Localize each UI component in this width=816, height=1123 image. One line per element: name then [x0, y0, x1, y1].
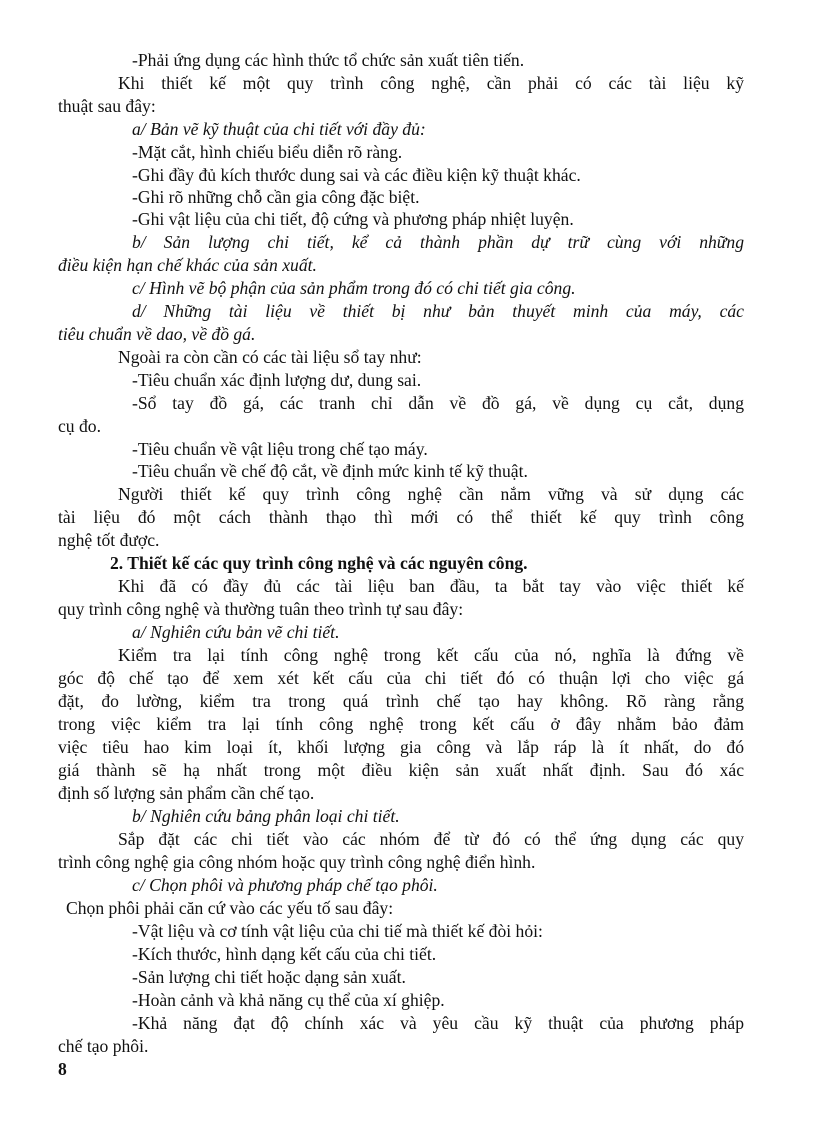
text-line: giá thành sẽ hạ nhất trong một điều kiện sản xuất nhất định. Sau đó xác — [58, 760, 744, 780]
text-line: -Kích thước, hình dạng kết cấu của chi tiết. — [132, 944, 437, 964]
text-line: -Ghi rõ những chỗ cần gia công đặc biệt. — [132, 187, 420, 207]
text-line: tài liệu đó một cách thành thạo thì mới có thể thiết kế quy trình công — [58, 507, 744, 527]
text-line: trong việc kiểm tra lại tính công nghệ trong kết cấu ở đây nhằm bảo đảm — [58, 714, 744, 734]
text-line: chế tạo phôi. — [58, 1036, 149, 1056]
text-line: -Ghi vật liệu của chi tiết, độ cứng và phương pháp nhiệt luyện. — [132, 209, 574, 229]
text-line: a/ Nghiên cứu bản vẽ chi tiết. — [132, 622, 340, 642]
text-line: -Hoàn cảnh và khả năng cụ thể của xí ghiệp. — [132, 990, 445, 1010]
text-line: -Sổ tay đồ gá, các tranh chỉ dẫn về đồ gá, về dụng cụ cắt, dụng — [132, 393, 744, 413]
text-line: -Tiêu chuẩn về vật liệu trong chế tạo máy. — [132, 439, 428, 459]
text-line: -Vật liệu và cơ tính vật liệu của chi tiế mà thiết kế đòi hỏi: — [132, 921, 543, 941]
text-line: a/ Bản vẽ kỹ thuật của chi tiết với đầy đủ: — [132, 119, 426, 139]
text-line: -Khả năng đạt độ chính xác và yêu cầu kỹ thuật của phương pháp — [132, 1013, 744, 1033]
text-line: -Tiêu chuẩn xác định lượng dư, dung sai. — [132, 370, 422, 390]
text-line: -Sản lượng chi tiết hoặc dạng sản xuất. — [132, 967, 406, 987]
text-line: -Mặt cắt, hình chiếu biểu diễn rõ ràng. — [132, 142, 403, 162]
text-line: góc độ chế tạo để xem xét kết cấu của chi tiết đó có thuận lợi cho việc gá — [58, 668, 744, 688]
text-line: đặt, đo lường, kiểm tra trong quá trình chế tạo hay không. Rõ ràng rằng — [58, 691, 744, 711]
text-line: b/ Nghiên cứu bảng phân loại chi tiết. — [132, 806, 400, 826]
text-line: b/ Sản lượng chi tiết, kể cả thành phần dự trữ cùng với những — [132, 232, 744, 252]
text-line: -Tiêu chuẩn về chế độ cắt, về định mức kinh tế kỹ thuật. — [132, 461, 528, 481]
text-line: điều kiện hạn chế khác của sản xuất. — [58, 255, 317, 275]
text-line: Người thiết kế quy trình công nghệ cần nắm vững và sử dụng các — [118, 484, 744, 504]
text-line: Khi đã có đầy đủ các tài liệu ban đầu, ta bắt tay vào việc thiết kế — [118, 576, 744, 596]
section-heading: 2. Thiết kế các quy trình công nghệ và các nguyên công. — [110, 553, 528, 573]
text-line: c/ Hình vẽ bộ phận của sản phẩm trong đó có chi tiết gia công. — [132, 278, 576, 298]
text-line: d/ Những tài liệu về thiết bị như bản thuyết minh của máy, các — [132, 301, 744, 321]
page-number: 8 — [58, 1059, 67, 1079]
text-line: thuật sau đây: — [58, 96, 156, 116]
text-line: nghệ tốt được. — [58, 530, 160, 550]
text-line: -Ghi đầy đủ kích thước dung sai và các điều kiện kỹ thuật khác. — [132, 165, 581, 185]
text-line: Sắp đặt các chi tiết vào các nhóm để từ đó có thể ứng dụng các quy — [118, 829, 744, 849]
text-line: Ngoài ra còn cần có các tài liệu sổ tay như: — [118, 347, 422, 367]
text-line: định số lượng sản phẩm cần chế tạo. — [58, 783, 315, 803]
text-line: việc tiêu hao kim loại ít, khối lượng gia công và lắp ráp là ít nhất, do đó — [58, 737, 744, 757]
text-line: Khi thiết kế một quy trình công nghệ, cần phải có các tài liệu kỹ — [118, 73, 744, 93]
text-line: cụ đo. — [58, 416, 101, 436]
text-line: quy trình công nghệ và thường tuân theo trình tự sau đây: — [58, 599, 464, 619]
text-line: Chọn phôi phải căn cứ vào các yếu tố sau đây: — [66, 898, 394, 918]
text-line: tiêu chuẩn về dao, về đồ gá. — [58, 324, 256, 344]
text-line: -Phải ứng dụng các hình thức tổ chức sản xuất tiên tiến. — [132, 50, 525, 70]
text-line: Kiểm tra lại tính công nghệ trong kết cấu của nó, nghĩa là đứng về — [118, 645, 744, 665]
text-line: trình công nghệ gia công nhóm hoặc quy trình công nghệ điển hình. — [58, 852, 536, 872]
text-line: c/ Chọn phôi và phương pháp chế tạo phôi. — [132, 875, 438, 895]
